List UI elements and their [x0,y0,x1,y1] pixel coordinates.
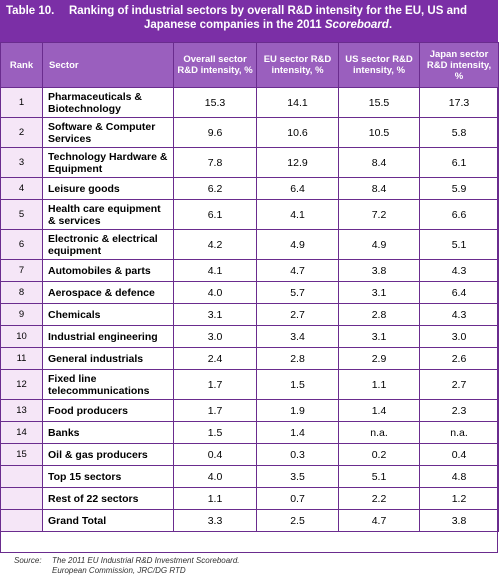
japan-cell: 2.7 [420,370,499,400]
sector-cell: Technology Hardware & Equipment [43,148,174,178]
caption-text: Ranking of industrial sectors by overall R&D intensity for the EU, US and Japanese companies in the 2011 [68,5,468,31]
japan-cell: 4.3 [420,304,499,326]
overall-cell: 15.3 [174,88,257,118]
eu-cell: 10.6 [257,118,339,148]
source-note [14,556,240,576]
overall-cell: 3.0 [174,326,257,348]
eu-cell: 1.5 [257,370,339,400]
overall-cell: 1.7 [174,400,257,422]
us-cell: 0.2 [339,444,420,466]
overall-cell: 0.4 [174,444,257,466]
overall-cell: 3.3 [174,510,257,532]
sector-cell: Food producers [43,400,174,422]
eu-cell: 3.5 [257,466,339,488]
eu-cell: 0.7 [257,488,339,510]
rank-cell: 3 [1,148,43,178]
eu-cell: 6.4 [257,178,339,200]
us-cell: 5.1 [339,466,420,488]
overall-cell: 1.1 [174,488,257,510]
sector-cell: Fixed line telecommunications [43,370,174,400]
eu-cell: 1.9 [257,400,339,422]
header-row [1,43,499,88]
us-cell: 7.2 [339,200,420,230]
header-japan: Japan sector R&D intensity, % [420,43,499,88]
us-cell: 2.9 [339,348,420,370]
us-cell: 2.8 [339,304,420,326]
japan-cell: 6.6 [420,200,499,230]
japan-cell: 3.0 [420,326,499,348]
us-cell: 1.4 [339,400,420,422]
rank-cell: 2 [1,118,43,148]
caption-end: . [388,19,393,31]
sector-cell: Rest of 22 sectors [43,488,174,510]
us-cell: 8.4 [339,178,420,200]
eu-cell: 2.5 [257,510,339,532]
us-cell: 1.1 [339,370,420,400]
japan-cell: 4.3 [420,260,499,282]
eu-cell: 3.4 [257,326,339,348]
us-cell: 3.1 [339,282,420,304]
source-label: Source: [14,556,42,565]
sector-cell: Health care equipment & services [43,200,174,230]
table-row [1,282,499,304]
header-rank: Rank [1,43,43,88]
overall-cell: 4.2 [174,230,257,260]
overall-cell: 6.2 [174,178,257,200]
rank-cell: 15 [1,444,43,466]
table-body [1,88,499,532]
table-row [1,422,499,444]
sector-cell: Oil & gas producers [43,444,174,466]
sector-cell: Top 15 sectors [43,466,174,488]
rank-cell: 10 [1,326,43,348]
rank-cell: 1 [1,88,43,118]
us-cell: 3.8 [339,260,420,282]
rank-cell [1,510,43,532]
table-row [1,118,499,148]
japan-cell: 6.1 [420,148,499,178]
overall-cell: 4.0 [174,466,257,488]
eu-cell: 5.7 [257,282,339,304]
japan-cell: 5.9 [420,178,499,200]
table-row [1,370,499,400]
sector-cell: Leisure goods [43,178,174,200]
rank-cell: 4 [1,178,43,200]
rank-cell [1,488,43,510]
eu-cell: 14.1 [257,88,339,118]
table-row [1,200,499,230]
overall-cell: 1.7 [174,370,257,400]
eu-cell: 12.9 [257,148,339,178]
overall-cell: 7.8 [174,148,257,178]
table-title [0,0,498,42]
eu-cell: 1.4 [257,422,339,444]
japan-cell: 2.6 [420,348,499,370]
japan-cell: 5.8 [420,118,499,148]
source-line1: The 2011 EU Industrial R&D Investment Scoreboard. [52,556,240,565]
caption-italic: Scoreboard [324,19,389,31]
sector-cell: Banks [43,422,174,444]
table-row [1,326,499,348]
sector-cell: Electronic & electrical equipment [43,230,174,260]
rank-cell: 5 [1,200,43,230]
sector-cell: Software & Computer Services [43,118,174,148]
rank-cell: 9 [1,304,43,326]
japan-cell: 17.3 [420,88,499,118]
eu-cell: 4.7 [257,260,339,282]
table-row [1,148,499,178]
table-row [1,304,499,326]
japan-cell: 6.4 [420,282,499,304]
us-cell: 2.2 [339,488,420,510]
table-row [1,178,499,200]
rank-cell: 6 [1,230,43,260]
eu-cell: 0.3 [257,444,339,466]
table-row [1,466,499,488]
overall-cell: 4.1 [174,260,257,282]
us-cell: 4.7 [339,510,420,532]
ranking-table [0,42,499,532]
japan-cell: 1.2 [420,488,499,510]
eu-cell: 2.7 [257,304,339,326]
overall-cell: 2.4 [174,348,257,370]
header-eu: EU sector R&D intensity, % [257,43,339,88]
table-row [1,230,499,260]
table-row [1,88,499,118]
table-row [1,488,499,510]
rank-cell: 8 [1,282,43,304]
source-line2: European Commission, JRC/DG RTD [52,566,186,575]
table-row [1,510,499,532]
sector-cell: Aerospace & defence [43,282,174,304]
japan-cell: 2.3 [420,400,499,422]
japan-cell: 3.8 [420,510,499,532]
table-caption [58,4,478,32]
rank-cell: 7 [1,260,43,282]
table-number: Table 10. [6,5,55,17]
rank-cell: 12 [1,370,43,400]
rank-cell: 14 [1,422,43,444]
table-row [1,348,499,370]
us-cell: 15.5 [339,88,420,118]
header-overall: Overall sector R&D intensity, % [174,43,257,88]
overall-cell: 1.5 [174,422,257,444]
table-row [1,444,499,466]
us-cell: 8.4 [339,148,420,178]
header-us: US sector R&D intensity, % [339,43,420,88]
japan-cell: 4.8 [420,466,499,488]
eu-cell: 2.8 [257,348,339,370]
overall-cell: 3.1 [174,304,257,326]
us-cell: 10.5 [339,118,420,148]
sector-cell: Grand Total [43,510,174,532]
sector-cell: Chemicals [43,304,174,326]
header-sector: Sector [43,43,174,88]
japan-cell: 0.4 [420,444,499,466]
overall-cell: 9.6 [174,118,257,148]
overall-cell: 6.1 [174,200,257,230]
us-cell: 3.1 [339,326,420,348]
rank-cell [1,466,43,488]
japan-cell: n.a. [420,422,499,444]
table-row [1,260,499,282]
us-cell: 4.9 [339,230,420,260]
japan-cell: 5.1 [420,230,499,260]
us-cell: n.a. [339,422,420,444]
rank-cell: 11 [1,348,43,370]
table-row [1,400,499,422]
eu-cell: 4.9 [257,230,339,260]
rank-cell: 13 [1,400,43,422]
sector-cell: General industrials [43,348,174,370]
overall-cell: 4.0 [174,282,257,304]
eu-cell: 4.1 [257,200,339,230]
sector-cell: Pharmaceuticals & Biotechnology [43,88,174,118]
sector-cell: Industrial engineering [43,326,174,348]
sector-cell: Automobiles & parts [43,260,174,282]
